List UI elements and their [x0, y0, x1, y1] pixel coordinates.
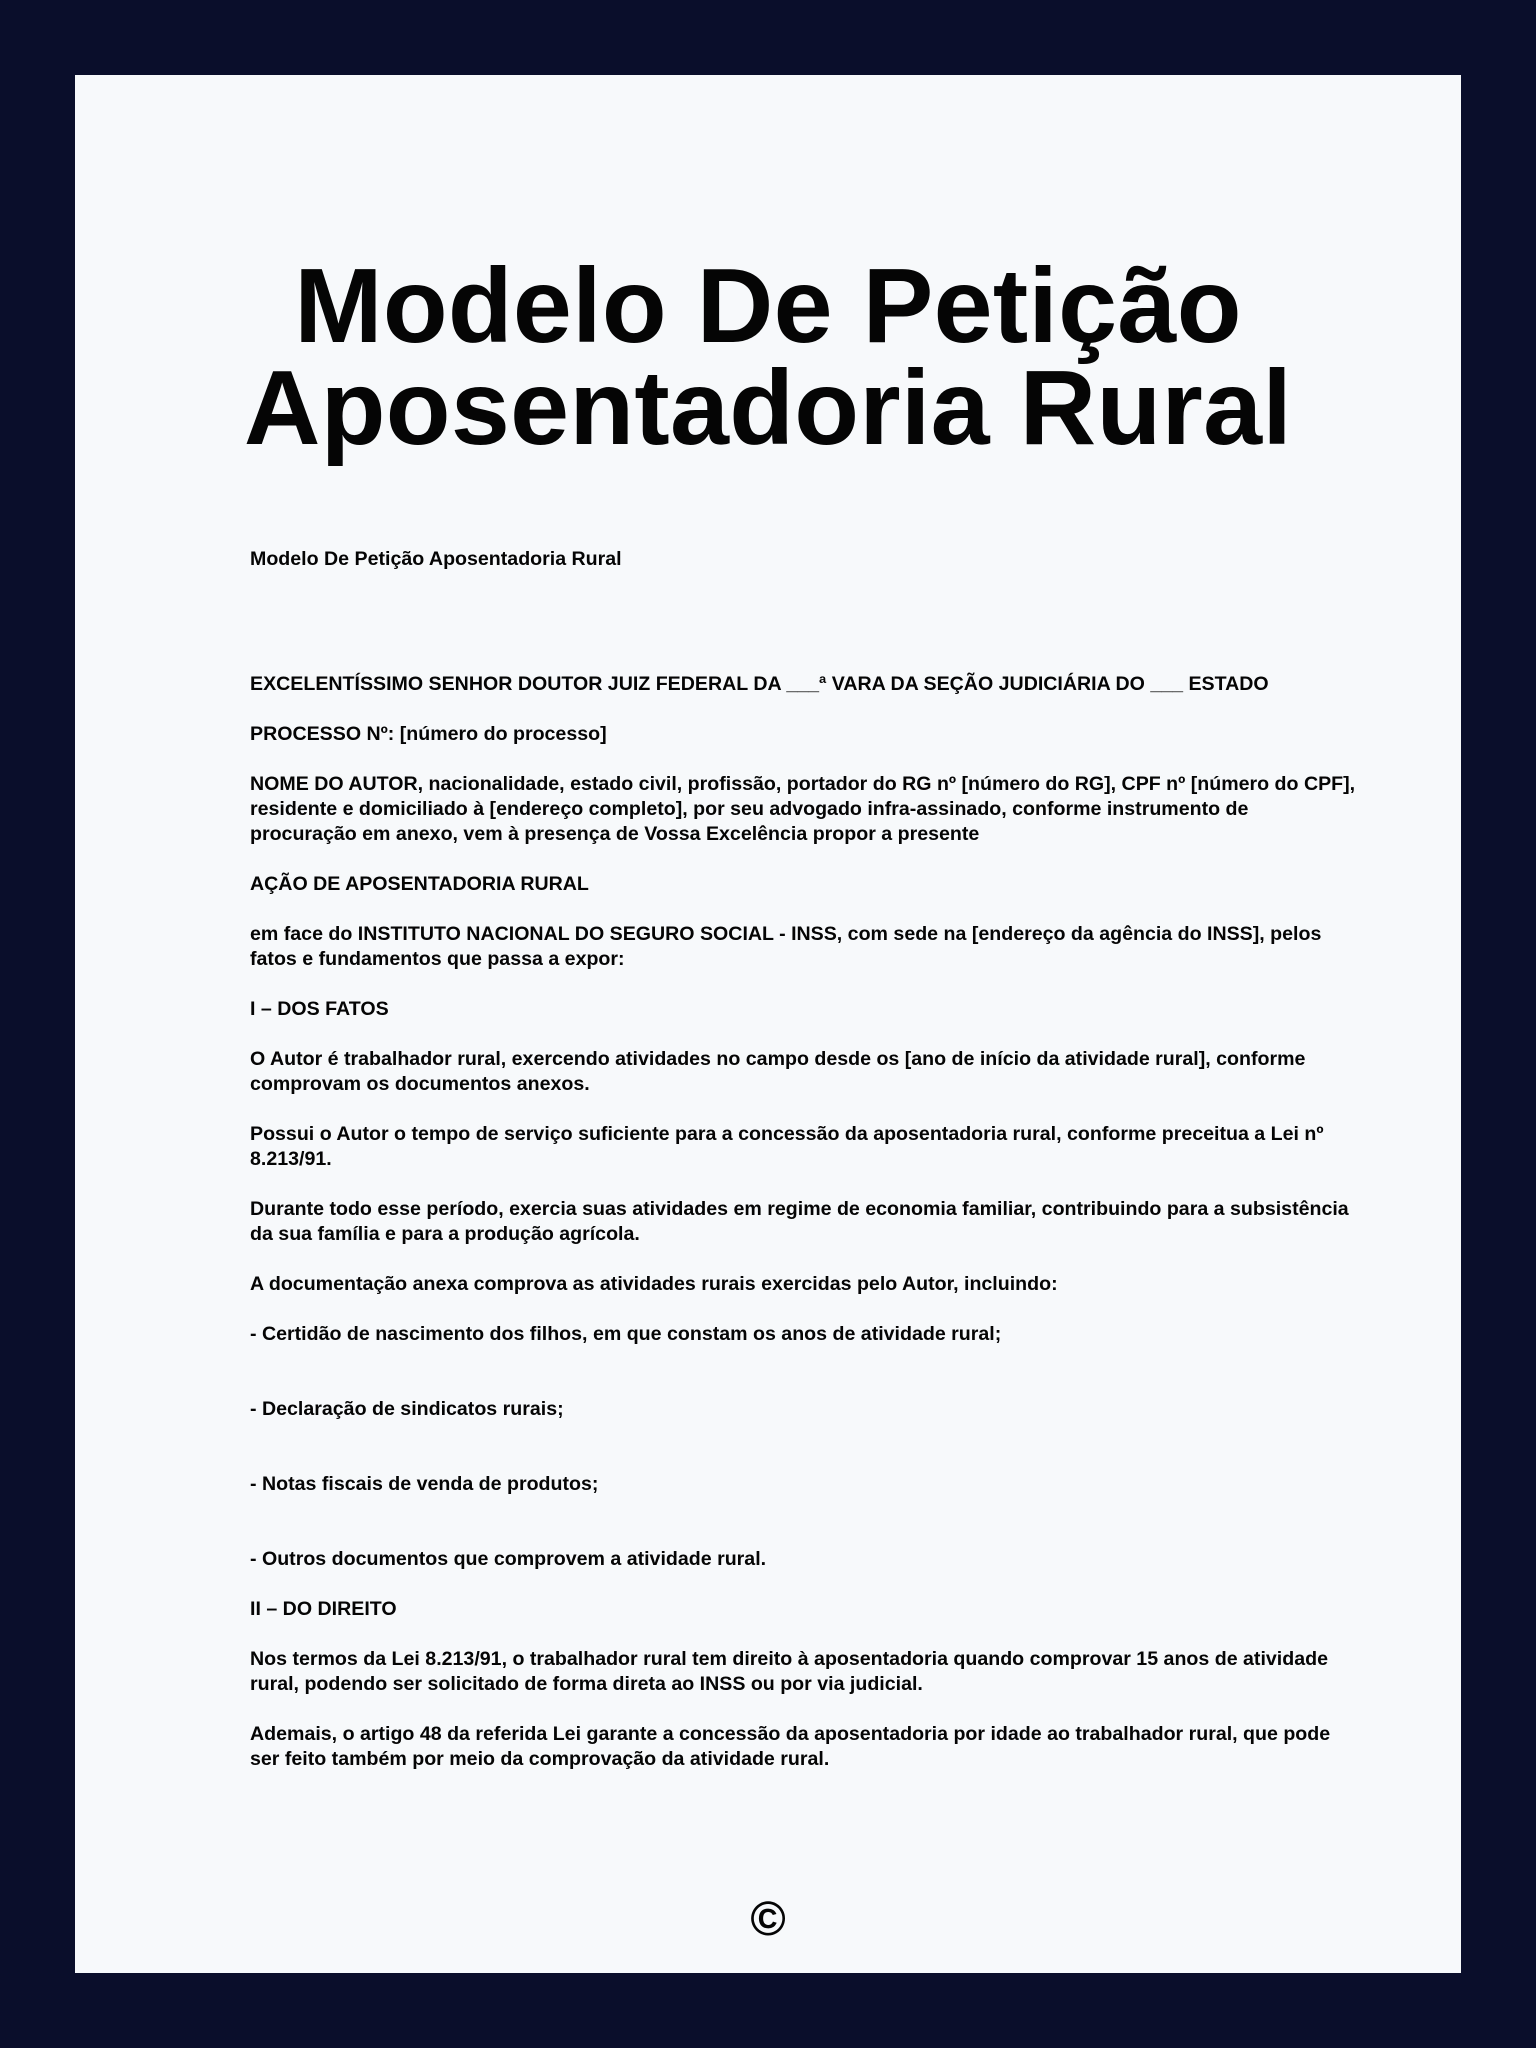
- list-item: - Outros documentos que comprovem a atividade rural.: [250, 1548, 767, 1570]
- document-subtitle: Modelo De Petição Aposentadoria Rural: [250, 548, 622, 570]
- list-item: - Notas fiscais de venda de produtos;: [250, 1473, 599, 1495]
- author-qualification: NOME DO AUTOR, nacionalidade, estado civil, profissão, portador do RG nº [número do RG], CPF nº [número do CPF], residente e domiciliado à [endereço completo], por seu advogado infra-assinado, conforme instrumento de procuração em anexo, vem à presença de Vossa Excelência propor a presente: [250, 773, 1356, 845]
- law-paragraph-2: Ademais, o artigo 48 da referida Lei garante a concessão da aposentadoria por idade ao trabalhador rural, que pode ser feito também por meio da comprovação da atividade rural.: [250, 1723, 1331, 1770]
- facts-paragraph-3: Durante todo esse período, exercia suas atividades em regime de economia familiar, contribuindo para a subsistência da sua família e para a produção agrícola.: [250, 1198, 1349, 1245]
- document-page: [75, 75, 1461, 1973]
- court-address: EXCELENTÍSSIMO SENHOR DOUTOR JUIZ FEDERAL DA ___ª VARA DA SEÇÃO JUDICIÁRIA DO ___ ESTADO: [250, 673, 1269, 695]
- copyright-icon: ©: [750, 1893, 786, 1946]
- facts-paragraph-1: O Autor é trabalhador rural, exercendo atividades no campo desde os [ano de início da atividade rural], conforme comprovam os documentos anexos.: [250, 1048, 1306, 1095]
- action-title: AÇÃO DE APOSENTADORIA RURAL: [250, 873, 589, 895]
- facts-paragraph-2: Possui o Autor o tempo de serviço suficiente para a concessão da aposentadoria rural, conforme preceitua a Lei nº 8.213/91.: [250, 1123, 1324, 1170]
- page-title: Modelo De Petição Aposentadoria Rural: [243, 247, 1293, 467]
- defendant-paragraph: em face do INSTITUTO NACIONAL DO SEGURO SOCIAL - INSS, com sede na [endereço da agência do INSS], pelos fatos e fundamentos que passa a expor:: [250, 923, 1322, 970]
- process-number: PROCESSO Nº: [número do processo]: [250, 723, 607, 745]
- list-item: - Certidão de nascimento dos filhos, em que constam os anos de atividade rural;: [250, 1323, 1002, 1345]
- facts-heading: I – DOS FATOS: [250, 998, 389, 1020]
- documentation-intro: A documentação anexa comprova as atividades rurais exercidas pelo Autor, incluindo:: [250, 1273, 1058, 1295]
- law-heading: II – DO DIREITO: [250, 1598, 397, 1620]
- law-paragraph-1: Nos termos da Lei 8.213/91, o trabalhador rural tem direito à aposentadoria quando comprovar 15 anos de atividade rural, podendo ser solicitado de forma direta ao INSS ou por via judicial.: [250, 1648, 1328, 1695]
- list-item: - Declaração de sindicatos rurais;: [250, 1398, 564, 1420]
- document-body: [250, 547, 1360, 1797]
